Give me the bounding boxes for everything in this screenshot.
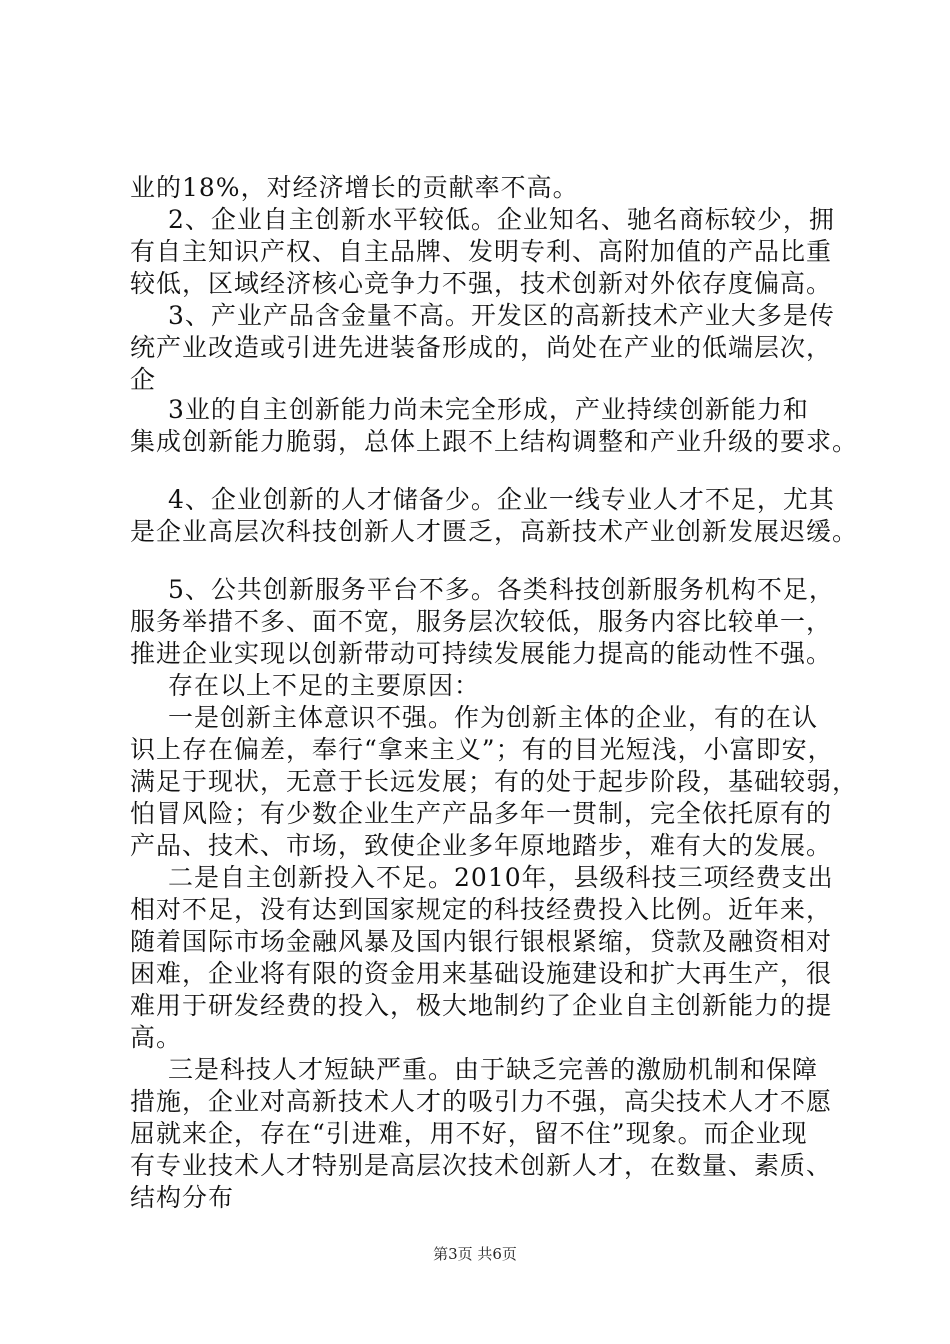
text-line: 困难，企业将有限的资金用来基础设施建设和扩大再生产，很 [130,959,833,988]
text-line: 满足于现状，无意于长远发展；有的处于起步阶段，基础较弱， [130,767,859,796]
text-line: 企 [130,365,157,394]
page-number: 第3页 共6页 [433,1245,517,1263]
text-line: 识上存在偏差，奉行“拿来主义”；有的目光短浅，小富即安， [130,735,834,764]
text-line: 三是科技人才短缺严重。由于缺乏完善的激励机制和保障 [168,1055,819,1084]
text-line: 产品、技术、市场，致使企业多年原地踏步，难有大的发展。 [130,831,833,860]
text-line: 是企业高层次科技创新人才匮乏，高新技术产业创新发展迟缓。 [130,517,859,546]
text-line: 较低，区域经济核心竞争力不强，技术创新对外依存度偏高。 [130,269,833,298]
text-line: 2、企业自主创新水平较低。企业知名、驰名商标较少，拥 [168,205,835,234]
text-line: 措施，企业对高新技术人才的吸引力不强，高尖技术人才不愿 [130,1087,833,1116]
text-line: 集成创新能力脆弱，总体上跟不上结构调整和产业升级的要求。 [130,427,859,456]
text-line: 有自主知识产权、自主品牌、发明专利、高附加值的产品比重 [130,237,833,266]
text-line: 随着国际市场金融风暴及国内银行银根紧缩，贷款及融资相对 [130,927,833,956]
text-line: 二是自主创新投入不足。2010年，县级科技三项经费支出 [168,863,834,892]
text-line: 一是创新主体意识不强。作为创新主体的企业，有的在认 [168,703,819,732]
text-line: 相对不足，没有达到国家规定的科技经费投入比例。近年来， [130,895,833,924]
text-line: 有专业技术人才特别是高层次技术创新人才，在数量、素质、 [130,1151,833,1180]
text-line: 3、产业产品含金量不高。开发区的高新技术产业大多是传 [168,301,835,330]
text-line: 难用于研发经费的投入，极大地制约了企业自主创新能力的提 [130,991,833,1020]
text-line: 存在以上不足的主要原因： [168,671,481,700]
text-line: 服务举措不多、面不宽，服务层次较低，服务内容比较单一， [130,607,833,636]
text-line: 怕冒风险；有少数企业生产产品多年一贯制，完全依托原有的 [130,799,833,828]
text-line: 屈就来企，存在“引进难，用不好，留不住”现象。而企业现 [130,1119,808,1148]
text-line: 5、公共创新服务平台不多。各类科技创新服务机构不足， [168,575,835,604]
text-line: 结构分布 [130,1183,235,1212]
text-line: 推进企业实现以创新带动可持续发展能力提高的能动性不强。 [130,639,833,668]
text-line: 3业的自主创新能力尚未完全形成，产业持续创新能力和 [168,395,809,424]
text-line: 统产业改造或引进先进装备形成的，尚处在产业的低端层次， [130,333,833,362]
text-line: 4、企业创新的人才储备少。企业一线专业人才不足，尤其 [168,485,835,514]
text-line: 业的18%，对经济增长的贡献率不高。 [130,173,579,202]
text-line: 高。 [130,1023,183,1052]
